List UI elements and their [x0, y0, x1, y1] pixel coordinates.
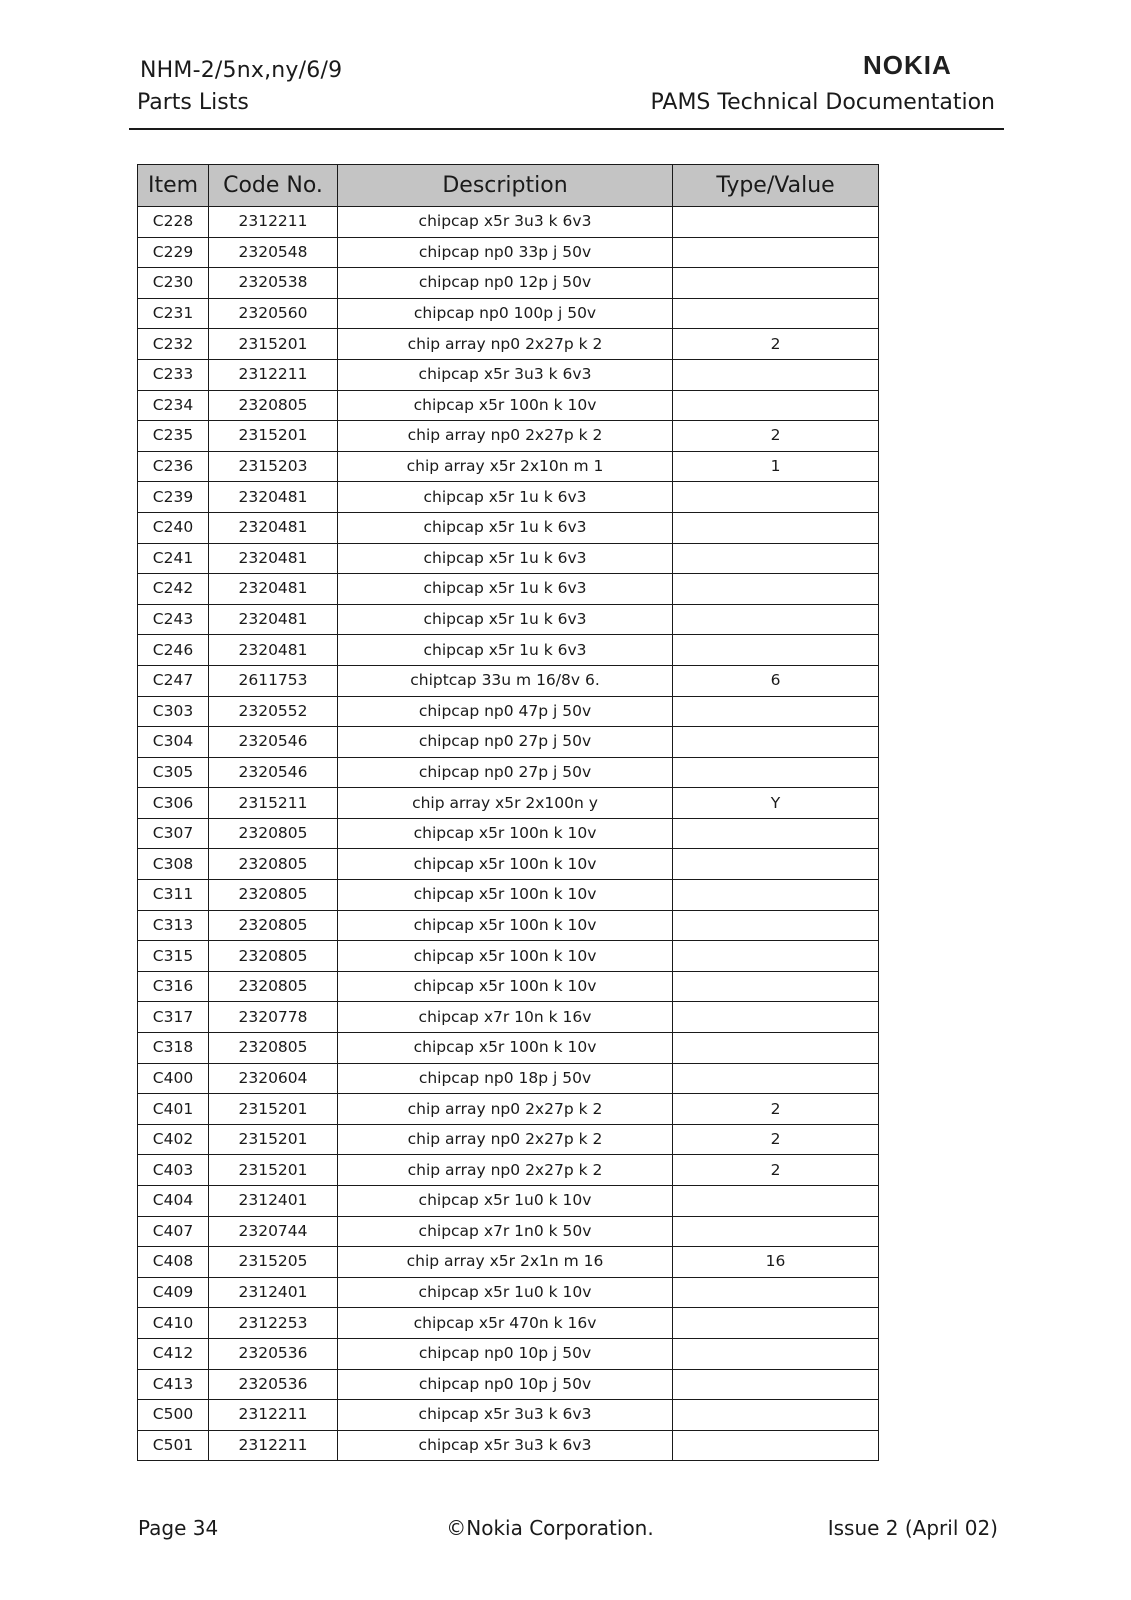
item-cell: C401 [138, 1094, 209, 1125]
table-row [138, 971, 879, 1002]
item-cell: C313 [138, 910, 209, 941]
type-value-cell [673, 268, 879, 299]
item-cell: C243 [138, 604, 209, 635]
description-cell: chipcap x5r 3u3 k 6v3 [338, 1400, 673, 1431]
item-cell: C247 [138, 665, 209, 696]
code-cell: 2315201 [209, 1094, 338, 1125]
code-cell: 2312401 [209, 1186, 338, 1217]
type-value-cell [673, 1338, 879, 1369]
item-cell: C317 [138, 1002, 209, 1033]
item-cell: C241 [138, 543, 209, 574]
code-cell: 2315201 [209, 1124, 338, 1155]
table-row [138, 941, 879, 972]
type-value-cell [673, 390, 879, 421]
code-cell: 2315211 [209, 788, 338, 819]
item-cell: C407 [138, 1216, 209, 1247]
table-row [138, 880, 879, 911]
description-cell: chipcap x5r 100n k 10v [338, 1033, 673, 1064]
item-cell: C228 [138, 207, 209, 238]
description-cell: chipcap x5r 100n k 10v [338, 880, 673, 911]
description-cell: chipcap x5r 1u k 6v3 [338, 482, 673, 513]
type-value-cell [673, 696, 879, 727]
code-cell: 2312211 [209, 1400, 338, 1431]
description-cell: chipcap x5r 1u k 6v3 [338, 635, 673, 666]
code-cell: 2315201 [209, 329, 338, 360]
type-value-cell [673, 1186, 879, 1217]
code-cell: 2320778 [209, 1002, 338, 1033]
table-row [138, 237, 879, 268]
type-value-cell [673, 818, 879, 849]
code-cell: 2320481 [209, 512, 338, 543]
code-cell: 2320552 [209, 696, 338, 727]
code-cell: 2320805 [209, 880, 338, 911]
item-cell: C231 [138, 298, 209, 329]
code-cell: 2320744 [209, 1216, 338, 1247]
code-cell: 2320481 [209, 482, 338, 513]
column-header-type-value: Type/Value [673, 165, 879, 207]
type-value-cell [673, 574, 879, 605]
description-cell: chipcap np0 33p j 50v [338, 237, 673, 268]
type-value-cell [673, 880, 879, 911]
item-cell: C242 [138, 574, 209, 605]
table-row [138, 1002, 879, 1033]
description-cell: chipcap x5r 100n k 10v [338, 849, 673, 880]
table-row [138, 910, 879, 941]
item-cell: C410 [138, 1308, 209, 1339]
code-cell: 2320481 [209, 635, 338, 666]
table-row [138, 1369, 879, 1400]
header-divider [129, 128, 1004, 130]
description-cell: chipcap x7r 10n k 16v [338, 1002, 673, 1033]
description-cell: chipcap np0 47p j 50v [338, 696, 673, 727]
item-cell: C308 [138, 849, 209, 880]
table-row [138, 543, 879, 574]
column-header-description: Description [338, 165, 673, 207]
code-cell: 2320481 [209, 574, 338, 605]
table-row [138, 1400, 879, 1431]
table-row [138, 757, 879, 788]
code-cell: 2320481 [209, 543, 338, 574]
type-value-cell [673, 298, 879, 329]
table-row [138, 1186, 879, 1217]
item-cell: C403 [138, 1155, 209, 1186]
type-value-cell [673, 543, 879, 574]
page-number: Page 34 [138, 1516, 219, 1540]
type-value-cell: 2 [673, 421, 879, 452]
table-row [138, 482, 879, 513]
type-value-cell [673, 604, 879, 635]
description-cell: chip array x5r 2x10n m 1 [338, 451, 673, 482]
table-row [138, 788, 879, 819]
table-row [138, 359, 879, 390]
code-cell: 2320805 [209, 818, 338, 849]
description-cell: chipcap x5r 100n k 10v [338, 971, 673, 1002]
type-value-cell: 16 [673, 1247, 879, 1278]
document-title: PAMS Technical Documentation [650, 90, 995, 115]
item-cell: C234 [138, 390, 209, 421]
table-row [138, 696, 879, 727]
code-cell: 2320546 [209, 757, 338, 788]
table-row [138, 1216, 879, 1247]
item-cell: C229 [138, 237, 209, 268]
type-value-cell [673, 757, 879, 788]
item-cell: C230 [138, 268, 209, 299]
description-cell: chip array np0 2x27p k 2 [338, 1094, 673, 1125]
parts-table-body [138, 207, 879, 1461]
item-cell: C305 [138, 757, 209, 788]
type-value-cell [673, 1400, 879, 1431]
description-cell: chipcap x5r 100n k 10v [338, 910, 673, 941]
copyright-notice: ©Nokia Corporation. [446, 1516, 654, 1540]
description-cell: chip array np0 2x27p k 2 [338, 329, 673, 360]
type-value-cell [673, 849, 879, 880]
code-cell: 2315203 [209, 451, 338, 482]
description-cell: chipcap x5r 3u3 k 6v3 [338, 359, 673, 390]
table-row [138, 1277, 879, 1308]
table-row [138, 1033, 879, 1064]
type-value-cell [673, 1002, 879, 1033]
description-cell: chip array np0 2x27p k 2 [338, 1124, 673, 1155]
item-cell: C315 [138, 941, 209, 972]
description-cell: chipcap x5r 3u3 k 6v3 [338, 1430, 673, 1461]
code-cell: 2315201 [209, 421, 338, 452]
description-cell: chipcap x7r 1n0 k 50v [338, 1216, 673, 1247]
item-cell: C409 [138, 1277, 209, 1308]
code-cell: 2320805 [209, 941, 338, 972]
code-cell: 2320538 [209, 268, 338, 299]
code-cell: 2320548 [209, 237, 338, 268]
description-cell: chipcap np0 27p j 50v [338, 727, 673, 758]
table-row [138, 421, 879, 452]
description-cell: chipcap x5r 1u k 6v3 [338, 604, 673, 635]
item-cell: C239 [138, 482, 209, 513]
item-cell: C232 [138, 329, 209, 360]
item-cell: C304 [138, 727, 209, 758]
type-value-cell: 2 [673, 1094, 879, 1125]
code-cell: 2312211 [209, 207, 338, 238]
code-cell: 2312211 [209, 1430, 338, 1461]
description-cell: chipcap x5r 1u k 6v3 [338, 512, 673, 543]
type-value-cell [673, 359, 879, 390]
description-cell: chipcap np0 10p j 50v [338, 1369, 673, 1400]
description-cell: chipcap np0 100p j 50v [338, 298, 673, 329]
code-cell: 2320546 [209, 727, 338, 758]
table-row [138, 1430, 879, 1461]
type-value-cell [673, 482, 879, 513]
code-cell: 2611753 [209, 665, 338, 696]
table-row [138, 1247, 879, 1278]
code-cell: 2320805 [209, 971, 338, 1002]
item-cell: C236 [138, 451, 209, 482]
code-cell: 2315201 [209, 1155, 338, 1186]
description-cell: chip array x5r 2x1n m 16 [338, 1247, 673, 1278]
type-value-cell [673, 941, 879, 972]
type-value-cell [673, 1063, 879, 1094]
column-header-item: Item [138, 165, 209, 207]
type-value-cell [673, 971, 879, 1002]
type-value-cell [673, 910, 879, 941]
item-cell: C318 [138, 1033, 209, 1064]
table-row [138, 1308, 879, 1339]
item-cell: C400 [138, 1063, 209, 1094]
table-row [138, 574, 879, 605]
nokia-logo-text: NOKIA [863, 52, 952, 78]
description-cell: chiptcap 33u m 16/8v 6. [338, 665, 673, 696]
table-row [138, 1124, 879, 1155]
table-row [138, 207, 879, 238]
description-cell: chipcap np0 10p j 50v [338, 1338, 673, 1369]
item-cell: C303 [138, 696, 209, 727]
table-row [138, 451, 879, 482]
item-cell: C316 [138, 971, 209, 1002]
item-cell: C501 [138, 1430, 209, 1461]
description-cell: chipcap x5r 3u3 k 6v3 [338, 207, 673, 238]
item-cell: C306 [138, 788, 209, 819]
description-cell: chipcap x5r 1u k 6v3 [338, 543, 673, 574]
table-row [138, 329, 879, 360]
code-cell: 2320536 [209, 1369, 338, 1400]
code-cell: 2312211 [209, 359, 338, 390]
description-cell: chipcap x5r 470n k 16v [338, 1308, 673, 1339]
item-cell: C404 [138, 1186, 209, 1217]
type-value-cell [673, 635, 879, 666]
type-value-cell [673, 512, 879, 543]
section-title: Parts Lists [137, 90, 249, 115]
type-value-cell [673, 727, 879, 758]
description-cell: chipcap np0 12p j 50v [338, 268, 673, 299]
item-cell: C307 [138, 818, 209, 849]
description-cell: chipcap x5r 1u0 k 10v [338, 1277, 673, 1308]
code-cell: 2320481 [209, 604, 338, 635]
code-cell: 2320805 [209, 390, 338, 421]
code-cell: 2312253 [209, 1308, 338, 1339]
code-cell: 2320805 [209, 1033, 338, 1064]
item-cell: C412 [138, 1338, 209, 1369]
code-cell: 2320536 [209, 1338, 338, 1369]
description-cell: chipcap x5r 1u k 6v3 [338, 574, 673, 605]
issue-date: Issue 2 (April 02) [827, 1516, 998, 1540]
table-row [138, 268, 879, 299]
nokia-logo [863, 52, 990, 78]
type-value-cell: 2 [673, 1155, 879, 1186]
table-row [138, 849, 879, 880]
column-header-code: Code No. [209, 165, 338, 207]
table-row [138, 1094, 879, 1125]
type-value-cell [673, 207, 879, 238]
table-row [138, 727, 879, 758]
description-cell: chipcap x5r 100n k 10v [338, 941, 673, 972]
type-value-cell [673, 237, 879, 268]
table-row [138, 512, 879, 543]
parts-table [137, 164, 879, 1461]
table-row [138, 818, 879, 849]
item-cell: C413 [138, 1369, 209, 1400]
table-row [138, 298, 879, 329]
item-cell: C240 [138, 512, 209, 543]
description-cell: chipcap x5r 100n k 10v [338, 818, 673, 849]
table-row [138, 604, 879, 635]
code-cell: 2312401 [209, 1277, 338, 1308]
description-cell: chip array np0 2x27p k 2 [338, 1155, 673, 1186]
table-row [138, 1063, 879, 1094]
item-cell: C408 [138, 1247, 209, 1278]
table-row [138, 1155, 879, 1186]
code-cell: 2320560 [209, 298, 338, 329]
code-cell: 2320604 [209, 1063, 338, 1094]
table-row [138, 635, 879, 666]
description-cell: chip array np0 2x27p k 2 [338, 421, 673, 452]
description-cell: chipcap np0 27p j 50v [338, 757, 673, 788]
type-value-cell: 6 [673, 665, 879, 696]
type-value-cell [673, 1216, 879, 1247]
description-cell: chipcap np0 18p j 50v [338, 1063, 673, 1094]
item-cell: C402 [138, 1124, 209, 1155]
item-cell: C246 [138, 635, 209, 666]
type-value-cell [673, 1430, 879, 1461]
type-value-cell [673, 1369, 879, 1400]
type-value-cell: 2 [673, 329, 879, 360]
item-cell: C235 [138, 421, 209, 452]
type-value-cell [673, 1308, 879, 1339]
table-row [138, 390, 879, 421]
type-value-cell [673, 1033, 879, 1064]
type-value-cell [673, 1277, 879, 1308]
description-cell: chipcap x5r 100n k 10v [338, 390, 673, 421]
type-value-cell: Y [673, 788, 879, 819]
description-cell: chipcap x5r 1u0 k 10v [338, 1186, 673, 1217]
code-cell: 2320805 [209, 849, 338, 880]
table-row [138, 1338, 879, 1369]
table-row [138, 665, 879, 696]
description-cell: chip array x5r 2x100n y [338, 788, 673, 819]
type-value-cell: 1 [673, 451, 879, 482]
table-header-row [138, 165, 879, 207]
item-cell: C311 [138, 880, 209, 911]
code-cell: 2315205 [209, 1247, 338, 1278]
type-value-cell: 2 [673, 1124, 879, 1155]
item-cell: C233 [138, 359, 209, 390]
item-cell: C500 [138, 1400, 209, 1431]
code-cell: 2320805 [209, 910, 338, 941]
document-model: NHM-2/5nx,ny/6/9 [140, 58, 343, 83]
